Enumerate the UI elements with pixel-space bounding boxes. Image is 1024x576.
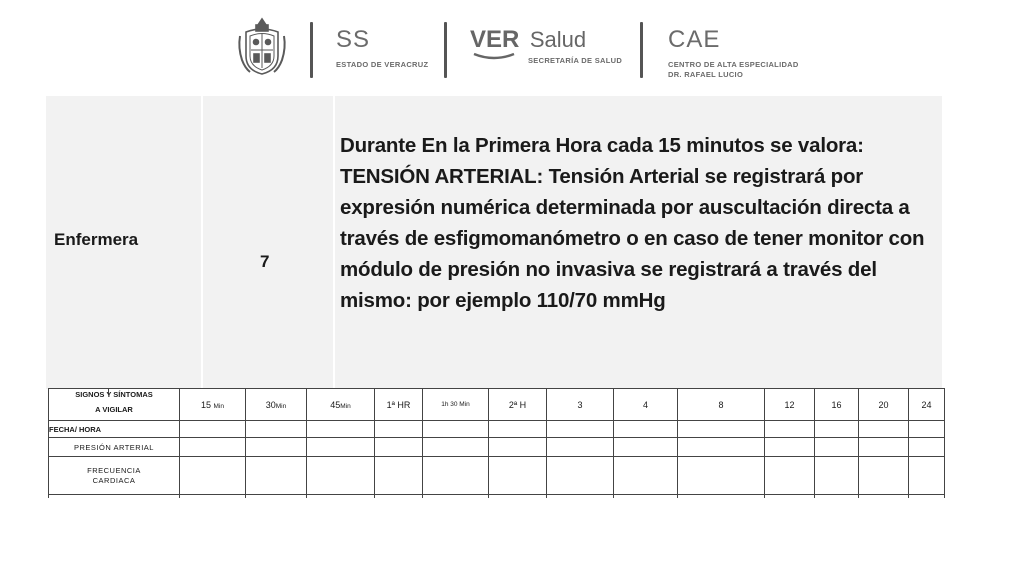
grid-header-label-top: SIGNOS Y SÍNTOMAS [49, 389, 180, 399]
cae-abbr: CAE [668, 26, 721, 53]
info-table [46, 96, 942, 389]
ver-salud-logo [470, 26, 622, 66]
table-cell[interactable] [678, 457, 765, 495]
table-cell[interactable] [614, 457, 678, 495]
col-header: 8 [678, 389, 765, 421]
table-cell[interactable] [859, 438, 909, 457]
table-cell[interactable] [547, 421, 614, 438]
row-label-frecuencia-cardiaca: FRECUENCIA CARDIACA [49, 457, 180, 495]
col-header: 1h 30 Min [423, 389, 489, 421]
cell-divider [333, 96, 335, 389]
ss-abbr: SS [336, 26, 371, 53]
role-cell [46, 96, 202, 389]
step-number: 7 [260, 252, 270, 271]
table-cell[interactable] [307, 438, 375, 457]
table-cell[interactable] [307, 421, 375, 438]
ss-subtitle: ESTADO DE VERACRUZ [336, 60, 429, 69]
col-header: 2ª H [489, 389, 547, 421]
row-label-fecha-hora: FECHA/ HORA [49, 421, 180, 438]
cae-line1: CENTRO DE ALTA ESPECIALIDAD [668, 60, 799, 69]
ver-salud-subtitle: SECRETARÍA DE SALUD [528, 56, 623, 65]
table-cell[interactable] [909, 457, 945, 495]
table-cell[interactable] [180, 438, 246, 457]
salud-wordmark: Salud [529, 27, 587, 52]
table-cell[interactable] [489, 421, 547, 438]
table-cell[interactable] [859, 457, 909, 495]
col-header: 30Min [246, 389, 307, 421]
number-cell [202, 96, 335, 389]
table-cell[interactable] [375, 457, 423, 495]
table-cell[interactable] [180, 457, 246, 495]
table-cell[interactable] [765, 421, 815, 438]
table-cell[interactable] [547, 457, 614, 495]
table-cell[interactable] [765, 457, 815, 495]
table-cell[interactable] [678, 438, 765, 457]
table-cell[interactable] [180, 421, 246, 438]
table-cell[interactable] [423, 457, 489, 495]
table-cell[interactable] [678, 421, 765, 438]
cae-line2: DR. RAFAEL LUCIO [668, 70, 744, 79]
row-label-presion-arterial: PRESIÓN ARTERIAL [49, 438, 180, 457]
vital-signs-grid [48, 388, 945, 498]
ver-wordmark: VER [470, 26, 520, 53]
table-cell[interactable] [423, 421, 489, 438]
table-cell[interactable] [246, 438, 307, 457]
col-header: 20 [859, 389, 909, 421]
header-divider [444, 22, 447, 78]
table-cell[interactable] [909, 438, 945, 457]
col-header: 4 [614, 389, 678, 421]
col-header: 1ª HR [375, 389, 423, 421]
table-cell[interactable] [815, 457, 859, 495]
table-cell [49, 495, 180, 498]
table-cell[interactable] [489, 457, 547, 495]
table-cell[interactable] [859, 421, 909, 438]
table-cell[interactable] [547, 438, 614, 457]
header-logos [232, 14, 812, 80]
description-text: Durante En la Primera Hora cada 15 minutos se valora: TENSIÓN ARTERIAL: Tensión Arterial se registrará por expresión numérica determinada por auscultación directa a través de esfigmomanómetro o en caso de tener monitor con módulo de presión no invasiva se registrará a través del mismo: por ejemplo 110/70 mmHg [340, 134, 925, 312]
header-divider [310, 22, 313, 78]
col-header: 3 [547, 389, 614, 421]
table-cell[interactable] [246, 457, 307, 495]
col-header: 15 Min [180, 389, 246, 421]
role-label: Enfermera [54, 230, 139, 249]
cae-logo [668, 28, 799, 80]
smile-swoosh-icon [472, 52, 516, 60]
table-cell[interactable] [765, 438, 815, 457]
table-cell[interactable] [815, 421, 859, 438]
table-cell[interactable] [614, 438, 678, 457]
table-cell[interactable] [307, 457, 375, 495]
table-cell[interactable] [489, 438, 547, 457]
table-cell[interactable] [909, 421, 945, 438]
col-header: 16 [815, 389, 859, 421]
col-header: 24 [909, 389, 945, 421]
table-cell[interactable] [815, 438, 859, 457]
col-header: 45Min [307, 389, 375, 421]
veracruz-seal-icon [236, 16, 288, 78]
table-cell[interactable] [614, 421, 678, 438]
ss-logo [336, 28, 428, 70]
header-divider [640, 22, 643, 78]
table-cell[interactable] [246, 421, 307, 438]
cell-divider [201, 96, 203, 389]
grid-header-label-bottom: A VIGILAR [49, 399, 180, 421]
table-cell[interactable] [375, 421, 423, 438]
col-header: 12 [765, 389, 815, 421]
table-cell[interactable] [375, 438, 423, 457]
table-cell[interactable] [423, 438, 489, 457]
